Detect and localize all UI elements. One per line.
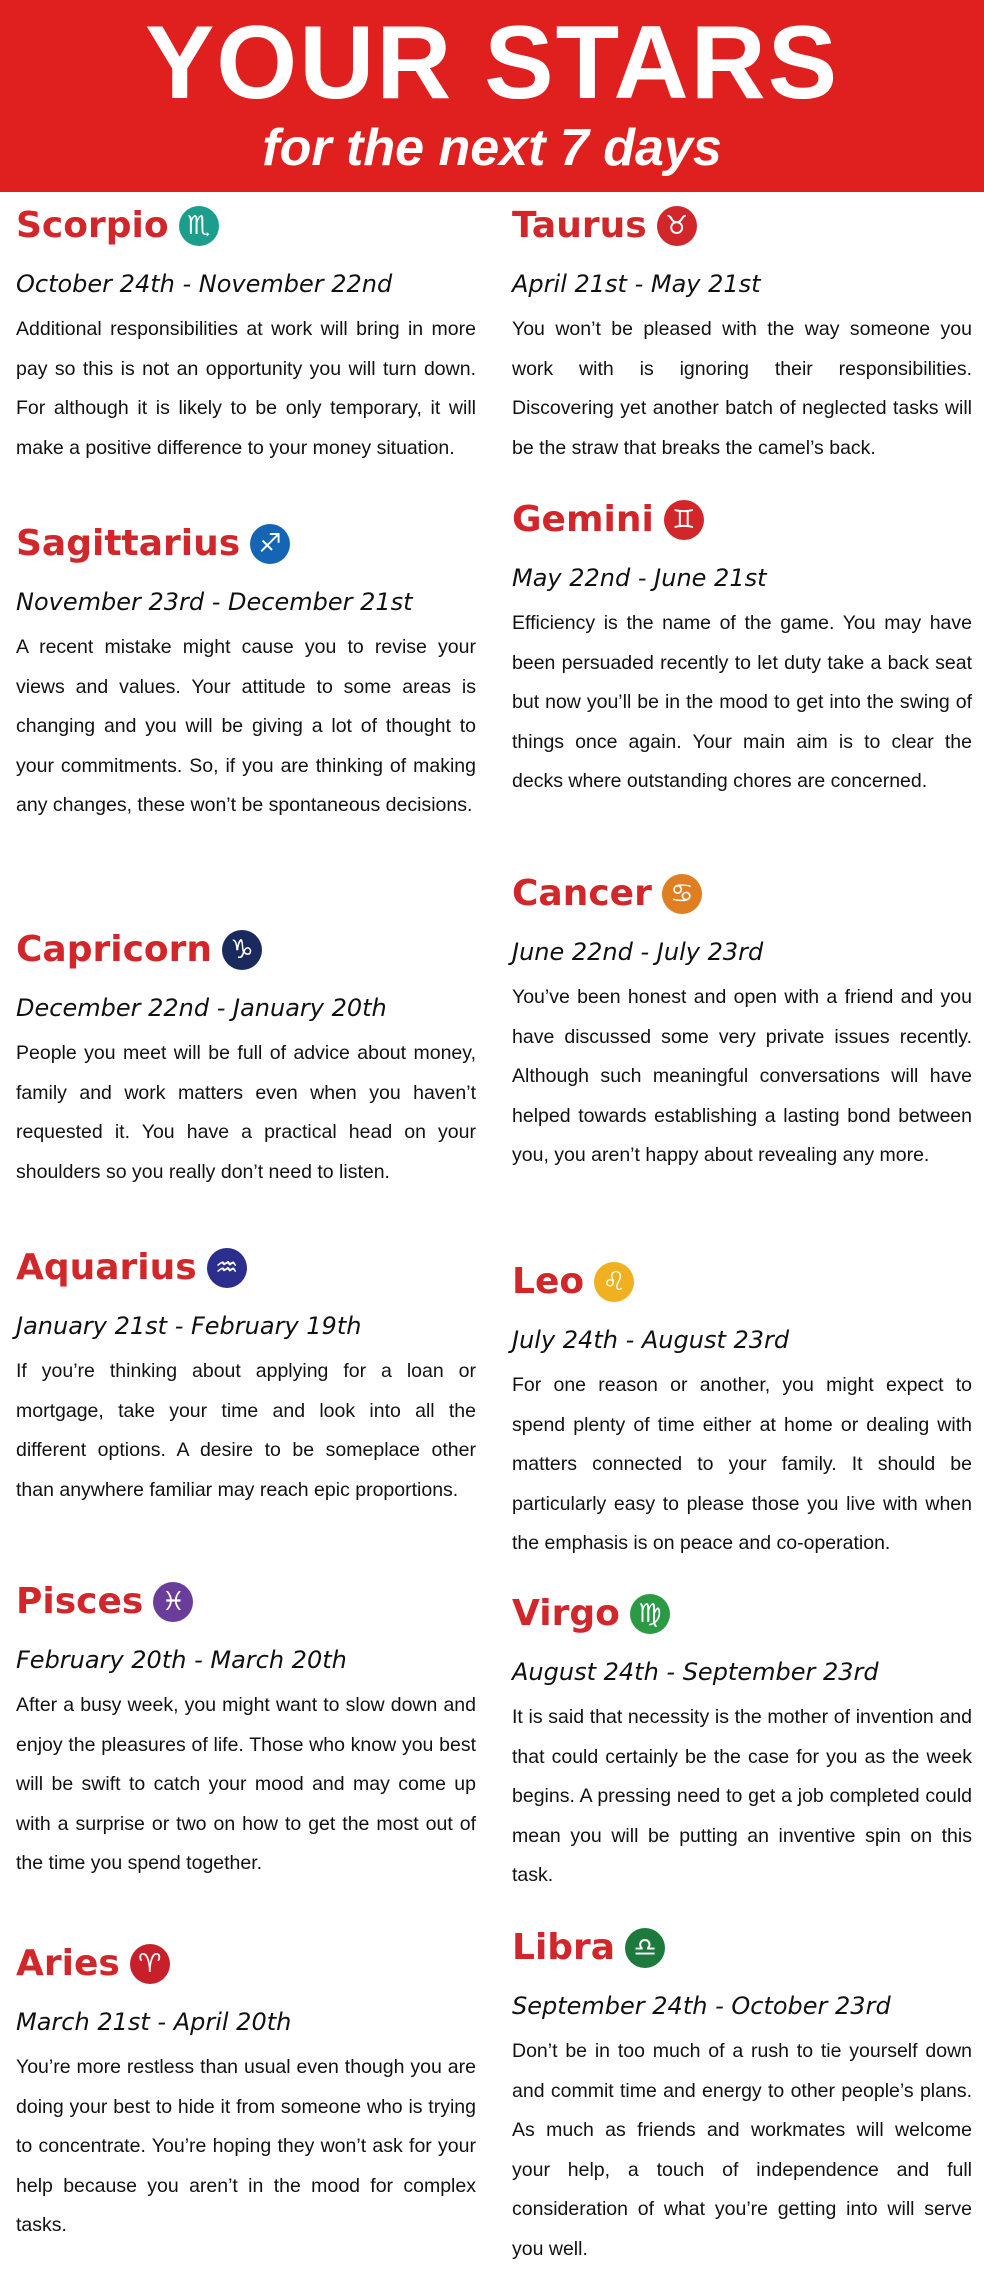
sign-horoscope: You’re more restless than usual even though you are doing your best to hide it from someone who is trying to concentrate. You’re hoping they won’t ask for your help because you aren’t in the mood for complex tasks. [16,2056,476,2236]
sign-dates: September 24th - October 23rd [512,1992,891,2020]
sign-dates: March 21st - April 20th [16,2008,292,2036]
sign-name: Leo [512,1261,585,1302]
sign-horoscope: You’ve been honest and open with a friend and you have discussed some very private issues recently. Although such meaningful conversations will have helped towards establishing a lasting bond between you, you aren’t happy about revealing any more. [512,986,972,1166]
sign-horoscope: Efficiency is the name of the game. You may have been persuaded recently to let duty take a back seat but now you’ll be in the mood to get into the swing of things once again. Your main aim is to clear the decks where outstanding chores are concerned. [512,612,972,792]
sagittarius-icon: ♐ [250,524,290,564]
page-title: YOUR STARS [144,5,840,121]
leo-icon: ♌ [594,1262,634,1302]
header-banner [0,0,984,192]
sign-aries [16,1938,476,2246]
capricorn-icon: ♑ [222,930,262,970]
sign-cancer [512,868,972,1176]
sign-capricorn [16,924,476,1192]
sign-horoscope: It is said that necessity is the mother of invention and that could certainly be the case for you as the week begins. A pressing need to get a job completed could mean you will be putting an inventive spin on this task. [512,1706,972,1886]
sign-horoscope: You won’t be pleased with the way someone you work with is ignoring their responsibilities. Discovering yet another batch of neglected tasks will be the straw that breaks the camel’s back. [512,318,972,459]
sign-name: Scorpio [16,205,169,246]
scorpio-icon: ♏ [179,206,219,246]
sign-dates: June 22nd - July 23rd [512,938,764,966]
sign-horoscope: Additional responsibilities at work will bring in more pay so this is not an opportunity you will turn down. For although it is likely to be only temporary, it will make a positive difference to your money situation. [16,318,476,459]
sign-name: Taurus [512,205,647,246]
sign-name: Libra [512,1927,616,1968]
sign-name: Aquarius [16,1247,197,1288]
sign-name: Aries [16,1943,120,1984]
sign-sagittarius [16,518,476,826]
sign-dates: May 22nd - June 21st [512,564,767,592]
sign-name: Pisces [16,1581,144,1622]
sign-libra [512,1922,972,2269]
libra-icon: ♎ [625,1928,665,1968]
sign-dates: February 20th - March 20th [16,1646,347,1674]
page-subtitle: for the next 7 days [262,119,722,177]
sign-dates: August 24th - September 23rd [512,1658,879,1686]
sign-dates: January 21st - February 19th [16,1312,362,1340]
aquarius-icon: ♒ [207,1248,247,1288]
cancer-icon: ♋ [662,874,702,914]
sign-horoscope: People you meet will be full of advice about money, family and work matters even when you haven’t requested it. You have a practical head on your shoulders so you really don’t need to listen. [16,1042,476,1183]
sign-gemini [512,494,972,802]
sign-taurus [512,200,972,468]
virgo-icon: ♍ [630,1594,670,1634]
sign-dates: October 24th - November 22nd [16,270,393,298]
sign-horoscope: For one reason or another, you might expect to spend plenty of time either at home or dealing with matters connected to your family. It should be particularly easy to please those you live with when the emphasis is on peace and co-operation. [512,1374,972,1554]
sign-aquarius [16,1242,476,1510]
sign-horoscope: If you’re thinking about applying for a loan or mortgage, take your time and look into all the different options. A desire to be someplace other than anywhere familiar may reach epic proportions. [16,1360,476,1501]
sign-scorpio [16,200,476,468]
sign-virgo [512,1588,972,1896]
sign-name: Capricorn [16,929,213,970]
sign-name: Cancer [512,873,652,914]
sign-name: Gemini [512,499,654,540]
sign-horoscope: After a busy week, you might want to slow down and enjoy the pleasures of life. Those who know you best will be swift to catch your mood and may come up with a surprise or two on how to get the most out of the time you spend together. [16,1694,476,1874]
sign-dates: December 22nd - January 20th [16,994,387,1022]
sign-leo [512,1256,972,1564]
pisces-icon: ♓ [153,1582,193,1622]
aries-icon: ♈ [130,1944,170,1984]
sign-dates: April 21st - May 21st [512,270,761,298]
sign-horoscope: A recent mistake might cause you to revise your views and values. Your attitude to some areas is changing and you will be giving a lot of thought to your commitments. So, if you are thinking of making any changes, these won’t be spontaneous decisions. [16,636,476,816]
sign-dates: November 23rd - December 21st [16,588,413,616]
taurus-icon: ♉ [657,206,697,246]
sign-dates: July 24th - August 23rd [512,1326,790,1354]
sign-pisces [16,1576,476,1884]
sign-name: Sagittarius [16,523,241,564]
gemini-icon: ♊ [664,500,704,540]
sign-horoscope: Don’t be in too much of a rush to tie yourself down and commit time and energy to other people’s plans. As much as friends and workmates will welcome your help, a touch of independence and full consideration of what you’re getting into will serve you well. [512,2040,972,2260]
sign-name: Virgo [512,1593,620,1634]
